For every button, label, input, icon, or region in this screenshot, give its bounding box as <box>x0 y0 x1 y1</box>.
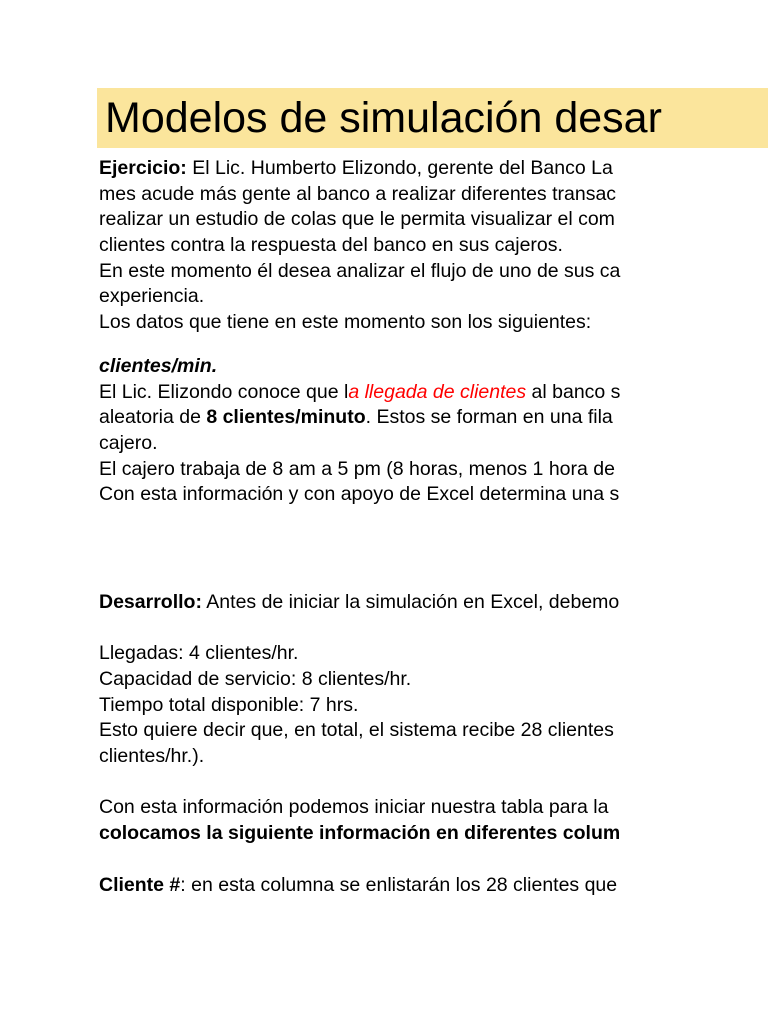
spacer <box>99 616 693 642</box>
clientes-heading: clientes/min. <box>99 354 218 377</box>
ejercicio-line-3: realizar un estudio de colas que le permita visualizar el com <box>99 208 615 231</box>
spacer <box>99 770 693 796</box>
capacidad-line: Capacidad de servicio: 8 clientes/hr. <box>99 668 412 690</box>
clientes-line-3: cajero. <box>99 431 158 454</box>
ejercicio-line-6: experiencia. <box>99 285 205 308</box>
cliente-line: Cliente #: en esta columna se enlistarán los 28 clientes que <box>99 873 618 896</box>
con-line-1: Con esta información podemos iniciar nuestra tabla para la <box>99 796 609 819</box>
ejercicio-line-2: mes acude más gente al banco a realizar diferentes transac <box>99 182 617 205</box>
llegadas-line: Llegadas: 4 clientes/hr. <box>99 642 299 665</box>
ejercicio-line-4: clientes contra la respuesta del banco en sus cajeros. <box>99 234 563 257</box>
clientes-line-1: El Lic. Elizondo conoce que la llegada de clientes al banco s <box>99 380 621 403</box>
desarrollo-line: Desarrollo: Antes de iniciar la simulación en Excel, debemo <box>99 590 620 613</box>
esto-line-2: clientes/hr.). <box>99 745 205 768</box>
ejercicio-label: Ejercicio: <box>99 157 187 179</box>
spacer <box>99 336 693 354</box>
page-title: Modelos de simulación desar <box>105 94 662 142</box>
ejercicio-line-1: Ejercicio: El Lic. Humberto Elizondo, gerente del Banco La <box>99 157 613 179</box>
ejercicio-line-7: Los datos que tiene en este momento son los siguientes: <box>99 311 592 334</box>
con-line-2: colocamos la siguiente información en diferentes colum <box>99 822 621 845</box>
title-banner <box>97 88 768 148</box>
cliente-label: Cliente # <box>99 873 181 896</box>
ejercicio-line-5: En este momento él desea analizar el flujo de uno de sus ca <box>99 259 621 282</box>
clientes-line-4: El cajero trabaja de 8 am a 5 pm (8 horas, menos 1 hora de <box>99 457 615 480</box>
tiempo-line: Tiempo total disponible: 7 hrs. <box>99 693 359 716</box>
clientes-line-2: aleatoria de 8 clientes/minuto. Estos se forman en una fila <box>99 406 613 429</box>
document-body <box>99 156 693 898</box>
esto-line-1: Esto quiere decir que, en total, el sistema recibe 28 clientes <box>99 719 614 742</box>
rate-bold: 8 clientes/minuto <box>206 406 366 429</box>
highlight-text: a llegada de clientes <box>348 380 527 403</box>
clientes-line-5: Con esta información y con apoyo de Excel determina una s <box>99 483 620 506</box>
spacer <box>99 508 693 590</box>
desarrollo-label: Desarrollo: <box>99 590 202 613</box>
spacer <box>99 847 693 873</box>
